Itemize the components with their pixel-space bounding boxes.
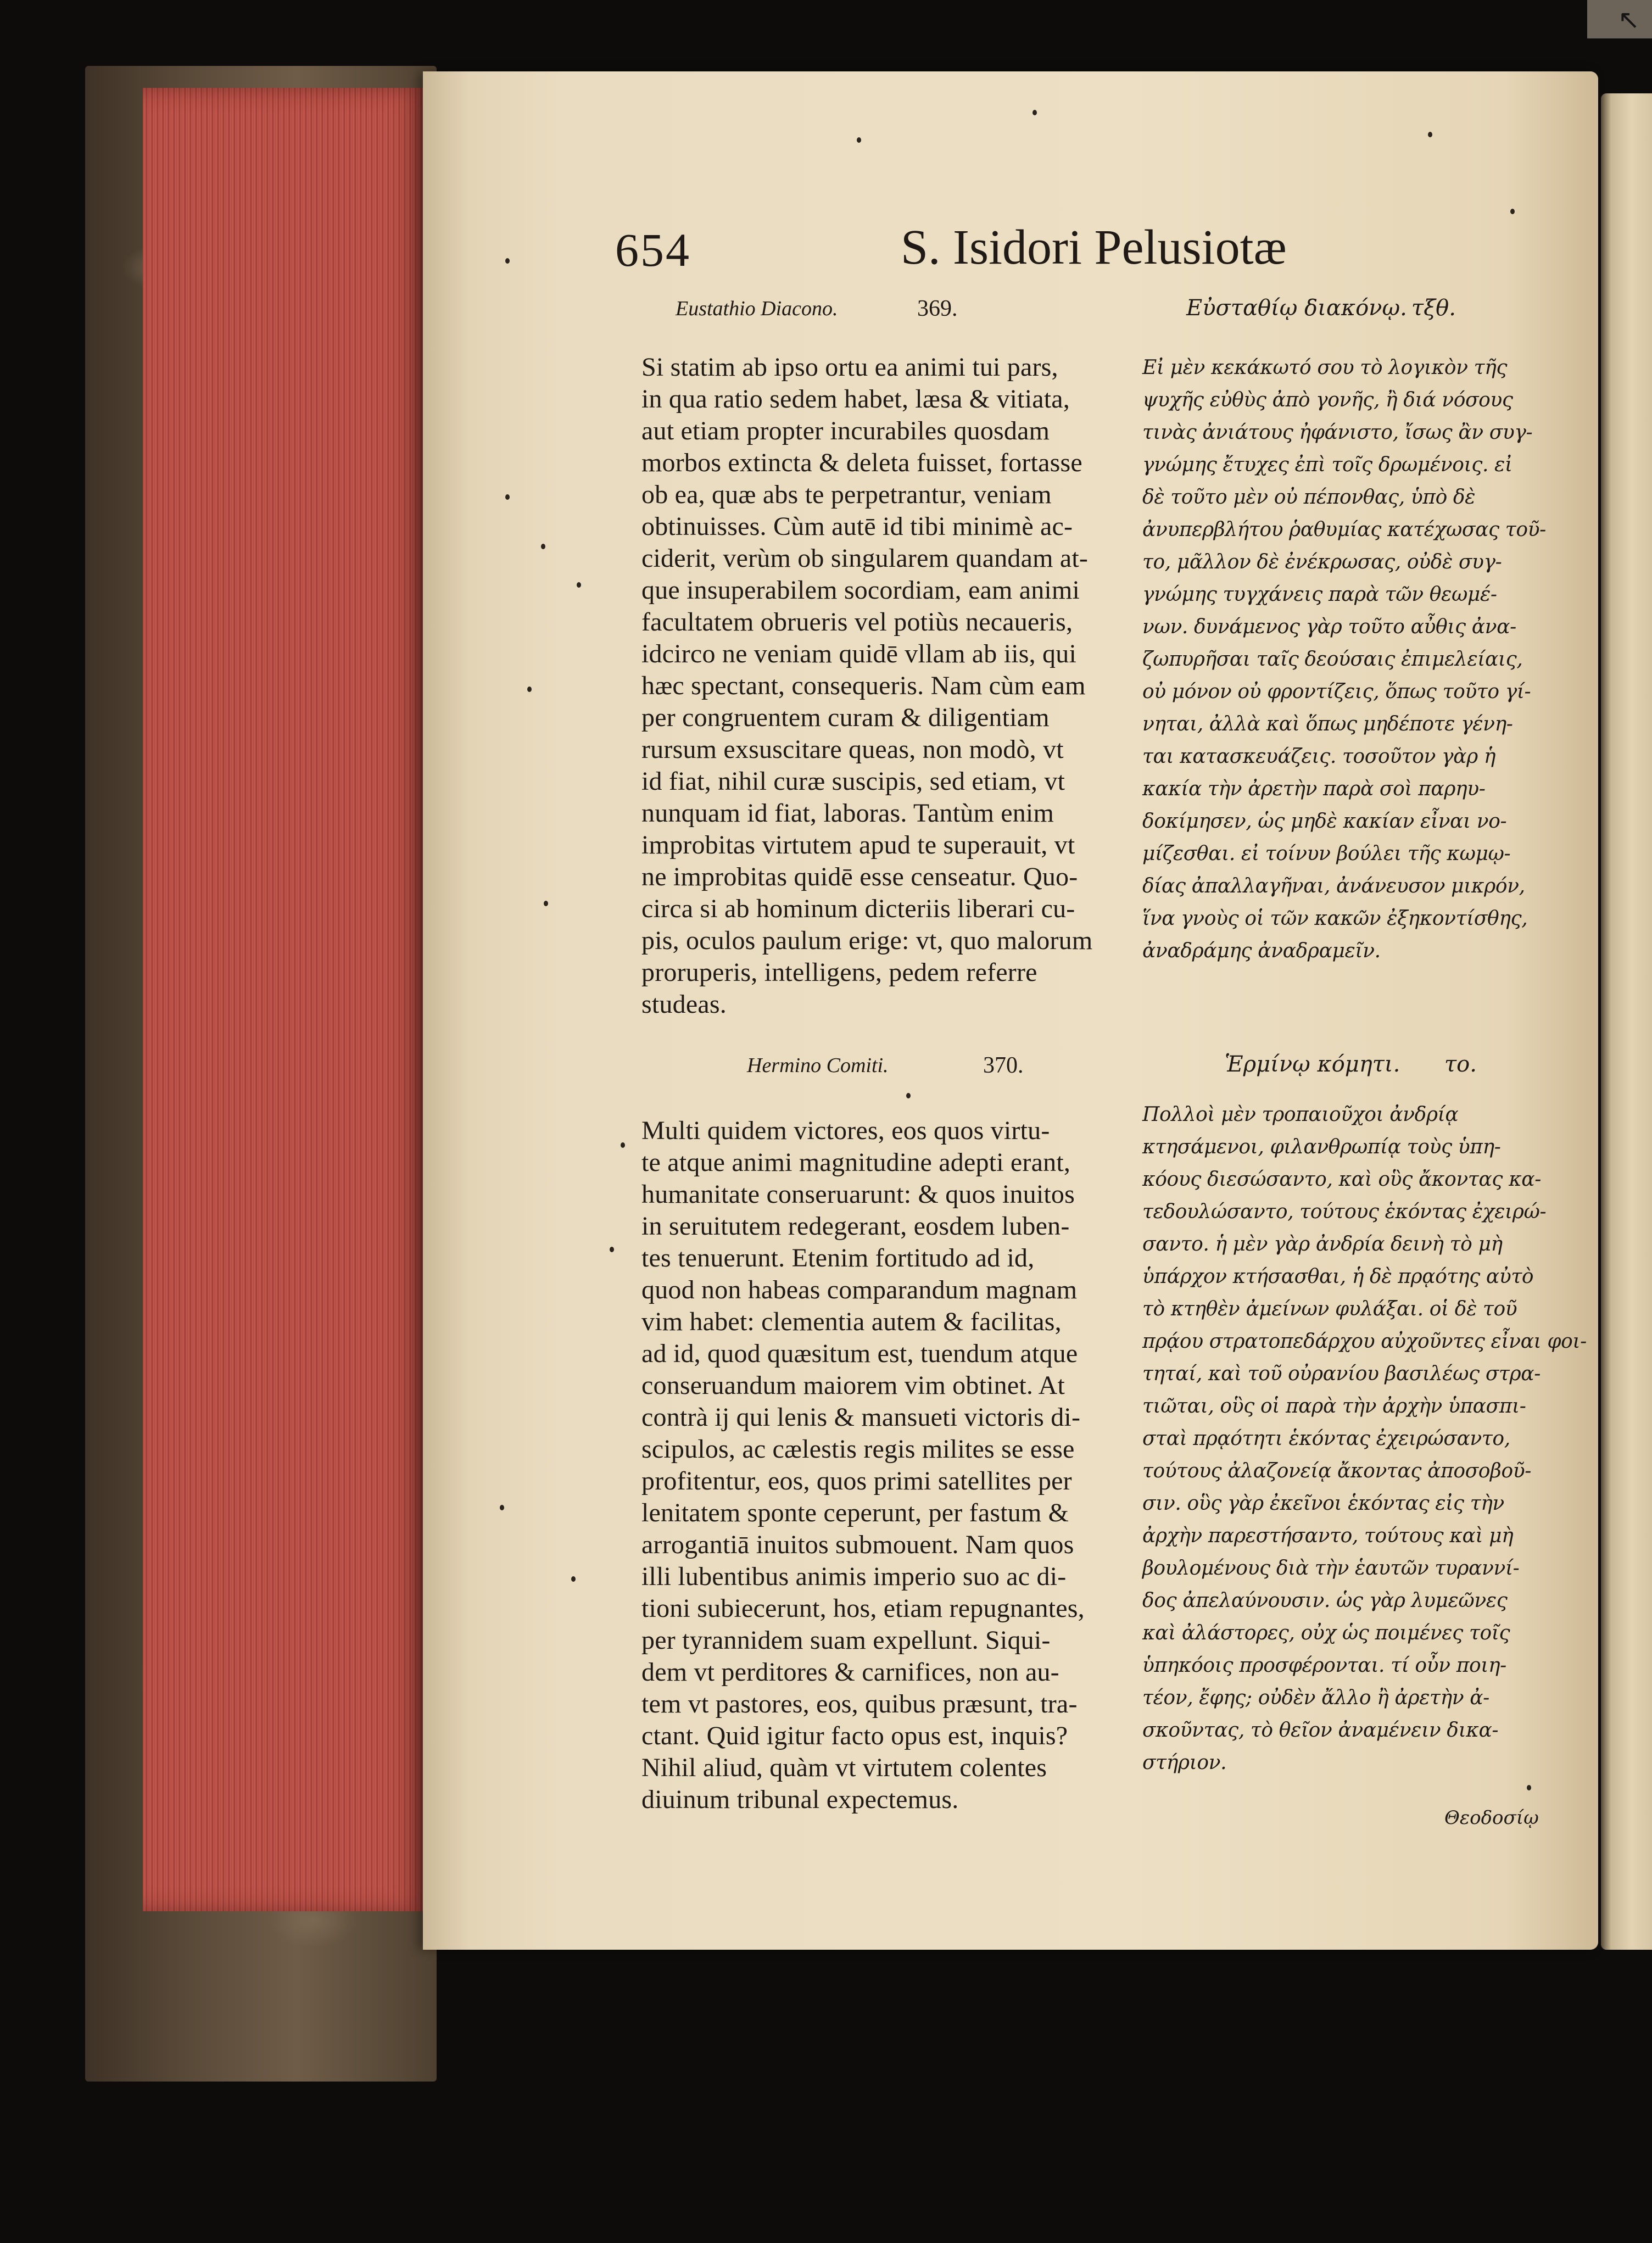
letter-number-greek: το.: [1444, 1052, 1477, 1077]
text-line: γνώμης τυγχάνεις παρὰ τῶν θεωμέ-: [1142, 583, 1497, 606]
paper-speck: [621, 1142, 625, 1148]
text-line: ne improbitas quidē esse censeatur. Quo-: [641, 862, 1078, 891]
running-title: S. Isidori Pelusiotæ: [901, 220, 1287, 275]
text-line: humanitate conseruarunt: & quos inuitos: [641, 1180, 1075, 1209]
text-line: quod non habeas comparandum magnam: [641, 1275, 1078, 1304]
text-line: δοκίμησεν, ὡς μηδὲ κακίαν εἶναι νο-: [1142, 810, 1507, 833]
text-line: Εἰ μὲν κεκάκωτό σου τὸ λογικὸν τῆς: [1142, 356, 1508, 379]
latin-text-370: [641, 1115, 1163, 1816]
letter-heading-latin: [747, 1053, 1131, 1086]
letter-heading-greek: [1186, 295, 1516, 328]
paper-speck: [857, 137, 861, 143]
text-line: Multi quidem victores, eos quos virtu-: [641, 1116, 1050, 1145]
text-line: que insuperabilem socordiam, eam animi: [641, 576, 1080, 605]
text-line: studeas.: [641, 990, 727, 1019]
text-line: ctant. Quid igitur facto opus est, inquis?: [641, 1721, 1068, 1750]
greek-text-370: [1142, 1098, 1587, 1779]
text-line: nunquam id fiat, laboras. Tantùm enim: [641, 799, 1054, 828]
text-line: νων. δυνάμενος γὰρ τοῦτο αὖθις ἀνα-: [1142, 616, 1516, 638]
text-line: ψυχῆς εὐθὺς ἀπὸ γονῆς, ἢ διά νόσους: [1142, 389, 1513, 411]
paper-speck: [505, 494, 510, 500]
text-line: ad id, quod quæsitum est, tuendum atque: [641, 1339, 1078, 1368]
text-line: σιν. οὓς γὰρ ἐκεῖνοι ἑκόντας εἰς τὴν: [1142, 1492, 1504, 1515]
corner-arrow-icon: ↖: [1617, 4, 1640, 35]
running-head: [615, 222, 1439, 283]
text-line: ἀρχὴν παρεστήσαντο, τούτους καὶ μὴ: [1142, 1525, 1514, 1547]
text-line: conseruandum maiorem vim obtinet. At: [641, 1371, 1065, 1400]
text-line: Πολλοὶ μὲν τροπαιοῦχοι ἀνδρίᾳ: [1142, 1103, 1459, 1126]
greek-text-369: [1142, 351, 1546, 967]
catchword: Θεοδοσίῳ: [1444, 1807, 1539, 1829]
paper-speck: [500, 1505, 504, 1510]
text-line: lenitatem sponte ceperunt, per fastum &: [641, 1498, 1069, 1527]
text-line: id fiat, nihil curæ suscipis, sed etiam, vt: [641, 767, 1065, 796]
scan-corner: [1587, 0, 1652, 38]
text-line: te atque animi magnitudine adepti erant,: [641, 1148, 1071, 1177]
text-line: proruperis, intelligens, pedem referre: [641, 958, 1037, 987]
text-line: facultatem obrueris vel potiùs necaueris,: [641, 607, 1073, 637]
page-number: 654: [615, 224, 691, 276]
text-line: τηταί, καὶ τοῦ οὐρανίου βασιλέως στρα-: [1142, 1363, 1541, 1385]
letter-number-greek: τξθ.: [1411, 295, 1456, 321]
paper-speck: [906, 1093, 911, 1098]
text-line: οὐ μόνον οὐ φροντίζεις, ὅπως τοῦτο γί-: [1142, 680, 1531, 703]
text-line: βουλομένους διὰ τὴν ἑαυτῶν τυραννί-: [1142, 1557, 1520, 1580]
text-line: per tyrannidem suam expellunt. Siqui-: [641, 1626, 1051, 1655]
addressee-latin: Hermino Comiti.: [747, 1054, 889, 1077]
text-line: ἀναδράμης ἀναδραμεῖν.: [1142, 940, 1381, 962]
paper-speck: [610, 1247, 614, 1252]
letter-heading-greek: [1225, 1052, 1510, 1085]
paper-speck: [1510, 209, 1515, 214]
addressee-greek: Ἑρμίνῳ κόμητι.: [1225, 1052, 1400, 1077]
text-line: τιῶται, οὓς οἱ παρὰ τὴν ἀρχὴν ὑπασπι-: [1142, 1395, 1526, 1418]
text-line: τὸ κτηθὲν ἀμείνων φυλάξαι. οἱ δὲ τοῦ: [1142, 1298, 1517, 1320]
text-line: δίας ἀπαλλαγῆναι, ἀνάνευσον μικρόν,: [1142, 875, 1525, 897]
text-line: tem vt pastores, eos, quibus præsunt, tra-: [641, 1689, 1078, 1718]
facing-page-edge: [1601, 93, 1652, 1950]
latin-text-369: [641, 351, 1163, 1020]
text-line: Si statim ab ipso ortu ea animi tui pars,: [641, 353, 1058, 382]
text-line: τούτους ἀλαζονείᾳ ἄκοντας ἀποσοβοῦ-: [1142, 1460, 1531, 1482]
text-line: σαντο. ἡ μὲν γὰρ ἀνδρία δεινὴ τὸ μὴ: [1142, 1233, 1503, 1256]
addressee-latin: Eustathio Diacono.: [676, 297, 838, 320]
text-line: πρᾴου στρατοπεδάρχου αὐχοῦντες εἶναι φοι-: [1142, 1330, 1587, 1353]
text-line: ciderit, verùm ob singularem quandam at-: [641, 544, 1089, 573]
paper-speck: [544, 901, 548, 906]
paper-speck: [1527, 1785, 1531, 1790]
text-line: τέον, ἔφης; οὐδὲν ἄλλο ἢ ἀρετὴν ἀ-: [1142, 1687, 1489, 1709]
text-line: profitentur, eos, quos primi satellites per: [641, 1466, 1072, 1496]
text-line: νηται, ἀλλὰ καὶ ὅπως μηδέποτε γένη-: [1142, 713, 1513, 735]
red-page-edges: [143, 88, 428, 1911]
text-line: δὲ τοῦτο μὲν οὐ πέπονθας, ὑπὸ δὲ: [1142, 486, 1476, 509]
addressee-greek: Εὐσταθίῳ διακόνῳ.: [1186, 295, 1407, 321]
paper-speck: [505, 258, 510, 264]
paper-speck: [577, 582, 581, 588]
text-line: κόους διεσώσαντο, καὶ οὓς ἄκοντας κα-: [1142, 1168, 1541, 1191]
text-line: dem vt perditores & carnifices, non au-: [641, 1658, 1059, 1687]
text-line: τινὰς ἀνιάτους ἠφάνιστο, ἴσως ἂν συγ-: [1142, 421, 1533, 444]
letter-heading-latin: [676, 297, 1170, 330]
text-line: γνώμης ἔτυχες ἐπὶ τοῖς δρωμένοις. εἰ: [1142, 454, 1513, 476]
paper-speck: [1428, 132, 1432, 137]
text-line: ὑπηκόοις προσφέρονται. τί οὖν ποιη-: [1142, 1654, 1506, 1677]
paper-speck: [541, 544, 545, 549]
text-line: in seruitutem redegerant, eosdem luben-: [641, 1212, 1070, 1241]
text-line: scipulos, ac cælestis regis milites se esse: [641, 1435, 1075, 1464]
text-line: Nihil aliud, quàm vt virtutem colentes: [641, 1753, 1047, 1782]
text-line: ἀνυπερβλήτου ῥαθυμίας κατέχωσας τοῦ-: [1142, 518, 1546, 541]
text-line: tioni subiecerunt, hos, etiam repugnantes,: [641, 1594, 1085, 1623]
text-line: σκοῦντας, τὸ θεῖον ἀναμένειν δικα-: [1142, 1719, 1499, 1742]
text-line: contrà ij qui lenis & mansueti victoris di-: [641, 1403, 1081, 1432]
text-line: ob ea, quæ abs te perpetrantur, veniam: [641, 480, 1052, 509]
text-line: obtinuisses. Cùm autē id tibi minimè ac-: [641, 512, 1073, 541]
text-line: το, μᾶλλον δὲ ἐνέκρωσας, οὐδὲ συγ-: [1142, 551, 1502, 573]
text-line: idcirco ne veniam quidē vllam ab iis, qui: [641, 639, 1076, 668]
text-line: ζωπυρῆσαι ταῖς δεούσαις ἐπιμελείαις,: [1142, 648, 1523, 671]
text-line: στήριον.: [1142, 1751, 1227, 1774]
text-line: ται κατασκευάζεις. τοσοῦτον γὰρ ἡ: [1142, 745, 1496, 768]
text-line: improbitas virtutem apud te superauit, vt: [641, 830, 1075, 860]
text-line: tes tenuerunt. Etenim fortitudo ad id,: [641, 1243, 1035, 1273]
text-line: δος ἀπελαύνουσιν. ὡς γὰρ λυμεῶνες: [1142, 1589, 1508, 1612]
text-line: σταὶ πρᾳότητι ἑκόντας ἐχειρώσαντο,: [1142, 1427, 1510, 1450]
text-line: morbos extincta & deleta fuisset, fortasse: [641, 448, 1082, 477]
text-line: rursum exsuscitare queas, non modò, vt: [641, 735, 1064, 764]
text-line: vim habet: clementia autem & facilitas,: [641, 1307, 1062, 1336]
text-line: in qua ratio sedem habet, læsa & vitiata,: [641, 384, 1070, 414]
paper-speck: [1032, 110, 1037, 115]
text-line: καὶ ἀλάστορες, οὐχ ὡς ποιμένες τοῖς: [1142, 1622, 1510, 1644]
text-line: ἵνα γνοὺς οἱ τῶν κακῶν ἐξηκοντίσθης,: [1142, 907, 1528, 930]
text-line: circa si ab hominum dicteriis liberari cu-: [641, 894, 1075, 923]
text-line: arrogantiā inuitos submouent. Nam quos: [641, 1530, 1074, 1559]
text-line: pis, oculos paulum erige: vt, quo malorum: [641, 926, 1093, 955]
paper-speck: [527, 687, 532, 692]
text-line: diuinum tribunal expectemus.: [641, 1785, 959, 1814]
text-line: per congruentem curam & diligentiam: [641, 703, 1050, 732]
letter-number-latin: 370.: [983, 1053, 1024, 1078]
text-line: τεδουλώσαντο, τούτους ἑκόντας ἐχειρώ-: [1142, 1201, 1547, 1223]
text-line: illi lubentibus animis imperio suo ac di-: [641, 1562, 1067, 1591]
text-line: μίζεσθαι. εἰ τοίνυν βούλει τῆς κωμῳ-: [1142, 842, 1511, 865]
text-line: hæc spectant, consequeris. Nam cùm eam: [641, 671, 1086, 700]
text-line: κτησάμενοι, φιλανθρωπίᾳ τοὺς ὑπη-: [1142, 1136, 1501, 1158]
text-line: aut etiam propter incurabiles quosdam: [641, 416, 1050, 445]
letter-number-latin: 369.: [917, 296, 958, 321]
paper-speck: [571, 1576, 576, 1582]
text-line: ὑπάρχον κτήσασθαι, ἡ δὲ πρᾳότης αὐτὸ: [1142, 1265, 1534, 1288]
text-line: κακία τὴν ἀρετὴν παρὰ σοὶ παρηυ-: [1142, 778, 1486, 800]
